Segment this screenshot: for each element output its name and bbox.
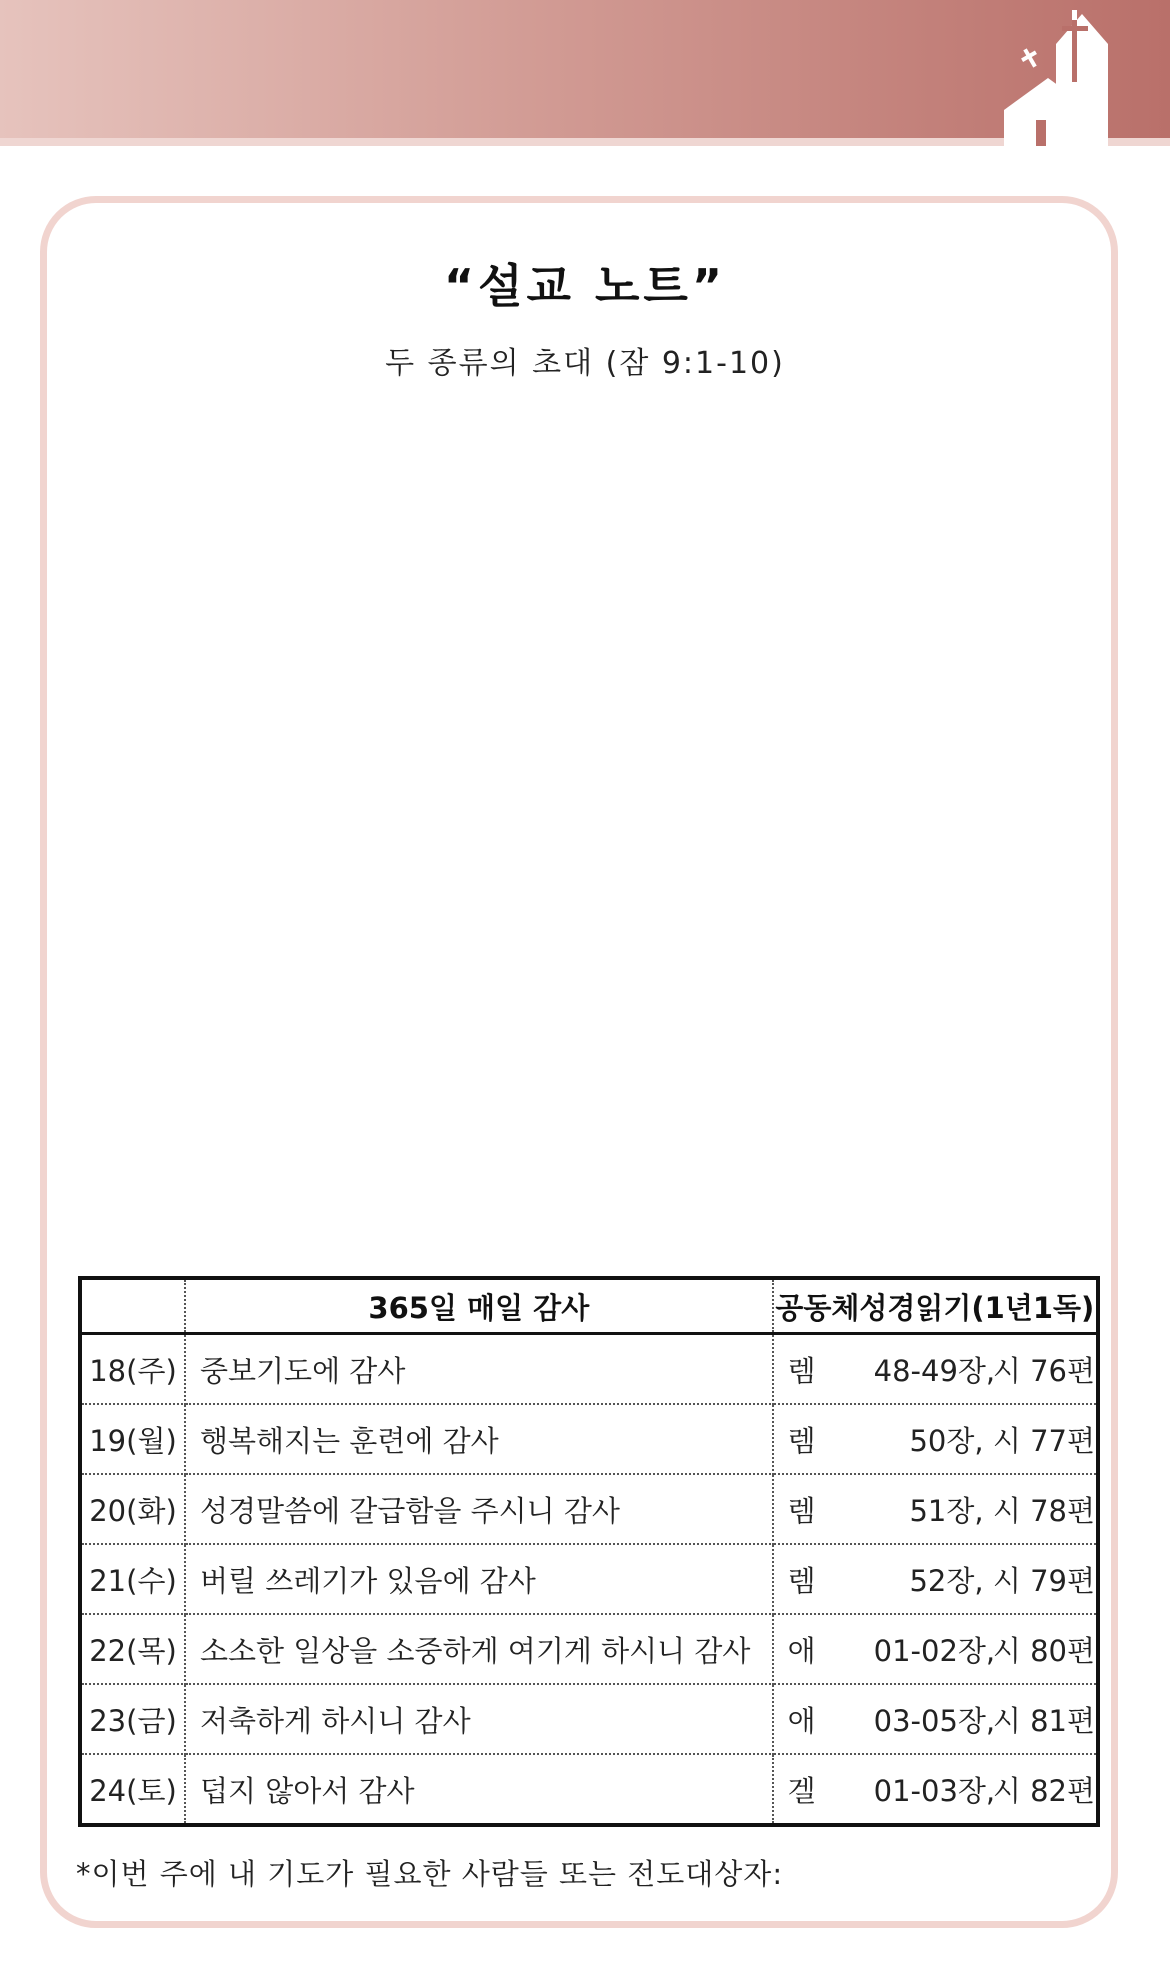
- reading-chapters: 01-03장,: [873, 1773, 996, 1808]
- header-reading: 공동체성경읽기(1년1독): [773, 1278, 1098, 1334]
- row-thanks: 저축하게 하시니 감사: [185, 1684, 773, 1754]
- table-row: [80, 1404, 1098, 1474]
- reading-chapters: 51장,: [909, 1493, 984, 1528]
- reading-book: 렘: [787, 1353, 816, 1388]
- row-reading: [773, 1614, 1098, 1684]
- row-thanks: 덥지 않아서 감사: [185, 1754, 773, 1825]
- table-row: [80, 1614, 1098, 1684]
- row-thanks: 행복해지는 훈련에 감사: [185, 1404, 773, 1474]
- reading-psalm: 시 77편: [992, 1423, 1095, 1458]
- row-day: 22(목): [80, 1614, 185, 1684]
- row-thanks: 중보기도에 감사: [185, 1334, 773, 1405]
- row-thanks: 버릴 쓰레기가 있음에 감사: [185, 1544, 773, 1614]
- table-row: [80, 1334, 1098, 1405]
- reading-book: 렘: [787, 1423, 816, 1458]
- reading-psalm: 시 80편: [992, 1633, 1095, 1668]
- reading-psalm: 시 82편: [992, 1773, 1095, 1808]
- daily-thanks-table: [78, 1276, 1100, 1827]
- row-thanks: 성경말씀에 갈급함을 주시니 감사: [185, 1474, 773, 1544]
- row-reading: [773, 1404, 1098, 1474]
- header-day: [80, 1278, 185, 1334]
- row-day: 18(주): [80, 1334, 185, 1405]
- reading-psalm: 시 76편: [992, 1353, 1095, 1388]
- row-day: 19(월): [80, 1404, 185, 1474]
- reading-book: 애: [787, 1703, 816, 1738]
- reading-psalm: 시 81편: [992, 1703, 1095, 1738]
- row-thanks: 소소한 일상을 소중하게 여기게 하시니 감사: [185, 1614, 773, 1684]
- reading-chapters: 50장,: [909, 1423, 984, 1458]
- prayer-request-note: *이번 주에 내 기도가 필요한 사람들 또는 전도대상자:: [76, 1857, 784, 1891]
- row-reading: [773, 1544, 1098, 1614]
- sermon-subtitle: 두 종류의 초대 (잠 9:1-10): [385, 346, 785, 381]
- row-day: 20(화): [80, 1474, 185, 1544]
- row-reading: [773, 1684, 1098, 1754]
- reading-book: 렘: [787, 1493, 816, 1528]
- row-day: 23(금): [80, 1684, 185, 1754]
- reading-book: 겔: [787, 1773, 816, 1808]
- reading-chapters: 03-05장,: [873, 1703, 996, 1738]
- row-reading: [773, 1754, 1098, 1825]
- table-row: [80, 1544, 1098, 1614]
- page-title: “설교 노트”: [443, 259, 727, 313]
- table-header-row: [80, 1278, 1098, 1334]
- table-row: [80, 1684, 1098, 1754]
- header-thanks: 365일 매일 감사: [185, 1278, 773, 1334]
- church-icon: [1000, 10, 1140, 146]
- reading-book: 렘: [787, 1563, 816, 1598]
- reading-psalm: 시 79편: [992, 1563, 1095, 1598]
- row-reading: [773, 1474, 1098, 1544]
- reading-psalm: 시 78편: [992, 1493, 1095, 1528]
- reading-book: 애: [787, 1633, 816, 1668]
- header-banner: [0, 0, 1170, 138]
- reading-chapters: 48-49장,: [873, 1353, 996, 1388]
- row-day: 24(토): [80, 1754, 185, 1825]
- reading-chapters: 01-02장,: [873, 1633, 996, 1668]
- row-day: 21(수): [80, 1544, 185, 1614]
- row-reading: [773, 1334, 1098, 1405]
- table-row: [80, 1754, 1098, 1825]
- header-banner-edge: [0, 138, 1170, 146]
- table-row: [80, 1474, 1098, 1544]
- reading-chapters: 52장,: [909, 1563, 984, 1598]
